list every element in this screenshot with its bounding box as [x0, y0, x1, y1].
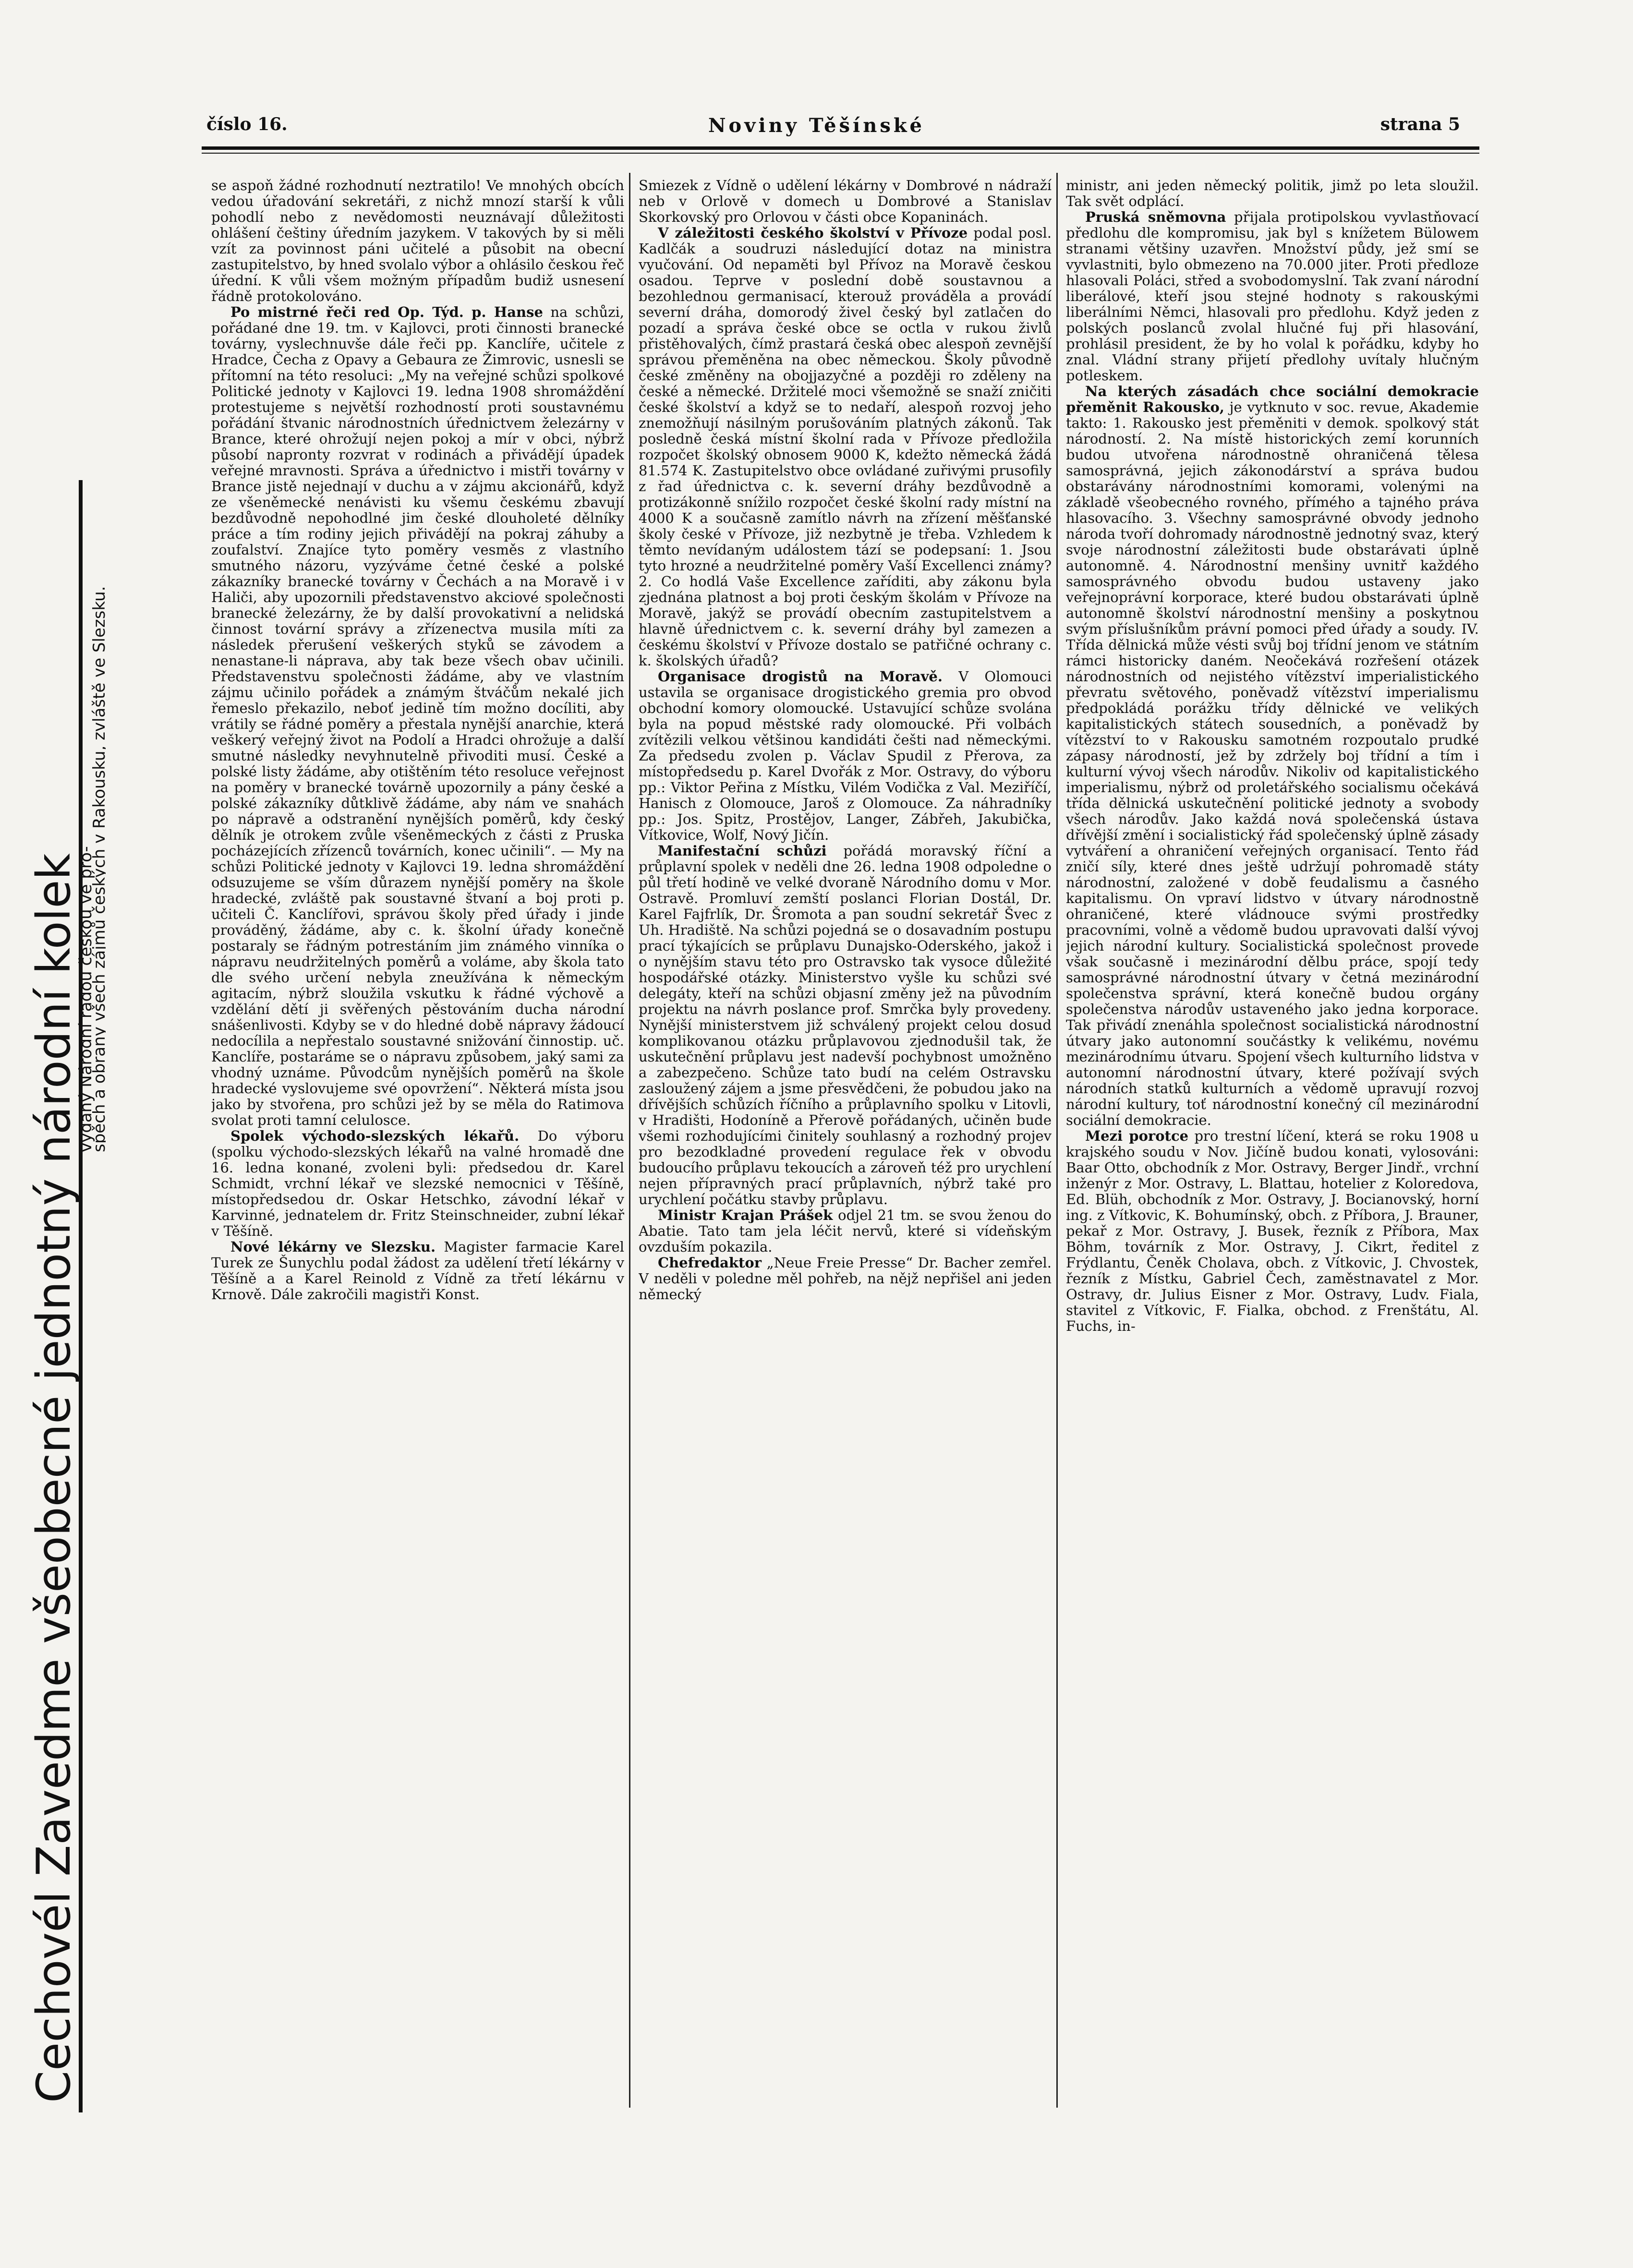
article-text: Smiezek z Vídně o udělení lékárny v Dombrové n nádraží neb v Orlově v domech u Dombrové a Stanislav Skorkovský pro Orlovou v části obce Kopaninách.: [639, 178, 1052, 225]
article-heading: Mezi porotce: [1085, 1128, 1189, 1144]
article-paragraph: [211, 1128, 624, 1239]
article-text: pořádá moravský říční a průplavní spolek v neděli dne 26. ledna 1908 odpoledne o půl třetí hodině ve velké dvoraně Národního domu v Mor. Ostravě. Promluví zemští poslanci Florian Dostál, Dr. Karel Fajfrlík, Dr. Šromota a pan soudní sekretář Švec z Uh. Hradiště. Na schůzi pojedná se o dosavadním postupu prací týkajících se průplavu Dunajsko-Oderského, jakož i o nynějším stavu této pro Ostravsko tak vysoce důležité hospodářské otázky. Ministerstvo vyšle ku schůzi své delegáty, kteří na schůzi objasní změny jež na původním projektu na návrh poslance prof. Smrčka byly provedeny. Nynější ministerstvem již schválený projekt celou dosud komplikovanou otázku průplavovou zjednodušil tak, že uskutečnění průplavu jest nadevší pochybnost umožněno a zabezpečeno. Schůze tato budí na celém Ostravsku zasloužený zájem a jsme přesvědčeni, že pobudou jako na dřívějších schůzích říčního a průplavního spolku v Litovli, v Hradišti, Hodoníně a Přerově pořádaných, učiněn bude všemi rozhodujícími činitely souhlasný a rozhodný projev pro bezodkladné provedení regulace řek v obvodu budoucího průplavu tekoucích a zároveň též pro urychlení nejen přípravných prací průplavních, nýbrž také pro urychlení počátku stavby průplavu.: [639, 843, 1052, 1207]
article-text: Do výboru (spolku východo-slezských lékařů na valné hromadě dne 16. ledna konané, zvoleni byli: předsedou dr. Karel Schmidt, vrchní lékař ve slezské nemocnici v Těšíně, místopředsedou dr. Oskar Hetschko, závodní lékař v Karvinné, jednatelem dr. Fritz Steinschneider, zubní lékař v Těšíně.: [211, 1128, 624, 1239]
vertical-stamp: [24, 480, 106, 2112]
article-heading: Po mistrné řeči red Op. Týd. p. Hanse: [230, 304, 543, 320]
article-heading: Manifestační schůzi: [658, 843, 827, 859]
article-text: V Olomouci ustavila se organisace drogistického gremia pro obvod obchodní komory olomoucké. Ustavující schůze svolána byla na popud městské rady olomoucké. Při volbách zvítězili velkou většinou kandidáti češti nad německými. Za předsedu zvolen p. Václav Spudil z Přerova, za místopředsedu p. Karel Dvořák z Mor. Ostravy, do výboru pp.: Viktor Peřina z Místku, Vilém Vodička z Val. Meziříčí, Hanisch z Olomouce, Jaroš z Olomouce. Za náhradníky pp.: Jos. Spitz, Prostějov, Langer, Zábřeh, Jakubička, Vítkovice, Wolf, Nový Jičín.: [639, 668, 1052, 843]
stamp-main-text: Cechovél Zavedme všeobecné jednotný národní kolek: [27, 853, 81, 2103]
article-paragraph: [211, 178, 624, 304]
newspaper-title: Noviny Těšínské: [708, 114, 925, 137]
article-paragraph: [639, 178, 1052, 225]
article-heading: Ministr Krajan Prášek: [658, 1207, 833, 1223]
stamp-side-text-2: spěch obrany všech zájmů českých Rakousku, zvláště ve Slezsku.: [90, 586, 106, 1152]
article-heading: Nové lékárny ve Slezsku.: [230, 1239, 436, 1255]
article-paragraph: [211, 304, 624, 1128]
article-text: Magister farmacie Karel Turek ze Šunychlu podal žádost za udělení třetí lékárny v Těšíně a a Karel Reinold z Vídně za třetí lékárnu v Krnově. Dále zakročili magistři Konst.: [211, 1239, 624, 1303]
issue-number: číslo 16.: [206, 114, 288, 134]
page-number: strana 5: [1380, 114, 1460, 134]
article-paragraph: [1066, 178, 1479, 209]
article-text: ministr, ani jeden německý politik, jimž po leta sloužil. Tak svět odplácí.: [1066, 178, 1479, 209]
article-heading: Chefredaktor: [658, 1255, 762, 1271]
article-paragraph: [1066, 209, 1479, 384]
column-2: [639, 178, 1052, 2093]
article-columns: [202, 158, 1498, 2103]
article-text: na schůzi, pořádané dne 19. tm. v Kajlovci, proti činnosti branecké továrny, vyslechnuvše dále řeči pp. Kanclíře, učitele z Hradce, Čecha z Opavy a Gebaura ze Žimrovic, usnesli se přítomní na této resoluci: „My na veřejné schůzi spolkové Politické jednoty v Kajlovci 19. ledna 1908 shromáždění protestujeme s největší rozhodností proti soustavnému pořádání štvanic národnostních úřednictvem železárny v Brance, které ohrožují nejen pokoj a mír v obci, nýbrž působí napronty rozvrat v rodinách a přivádějí úpadek veřejné mravnosti. Správa a úřednictvo i mistři továrny v Brance jistě nejednají v duchu a v zájmu akcionářů, když ze všeněmecké nenávisti ku všemu českému zbavují bezdůvodně nepohodlné jim české dlouholeté dělníky práce a tím rodiny jejich přivádějí na pokraj záhuby a zoufalství. Znajíce tyto poměry vesměs z vlastního smutného názoru, vyzýváme četné české a polské zákazníky branecké továrny v Čechách a na Moravě i v Haliči, aby upozornili představenstvo akciové společnosti branecké železárny, že by další provokativní a nelidská činnost tovární správy a zřízenectva musila míti za následek přerušení veškerých styků se závodem a nenastane-li náprava, aby tak beze všech obav učinili. Představenstvu společnosti žádáme, aby ve vlastním zájmu učinilo pořádek a známým štváčům nekalé jich řemeslo překazilo, neboť jedině tím možno docíliti, aby vrátily se řádné poměry a přestala nynější anarchie, která veškerý veřejný život na Podolí a Hradci ohrožuje a další smutné následky nevyhnutelně přivoditi musí. České a polské listy žádáme, aby otištěním této resoluce veřejnost na poměry v branecké továrně upozornily a pány české a polské zákazníky důtklivě žádáme, aby nám ve snahách po nápravě a odstranění nynějších poměrů, kdy český dělník je otrokem zvůle všeněmeckých z části z Pruska pocházejících zřízenců továrních, konec učinili“. — My na schůzi Politické jednoty v Kajlovci 19. ledna shromáždění odsuzujeme se vším důrazem nynější poměry na škole hradecké, zvláště pak soustavné štvaní a boj proti p. učiteli Č. Kanclířovi, správou školy před úřady i jinde prováděný, žádáme, aby c. k. školní úřady konečně postaraly se řádným potrestáním jim známého vinníka o nápravu neudržitelných poměrů a voláme, aby škola tato dle svého určení nebyla zneužívána k německým agitacím, nýbrž sloužila vskutku k řádné výchově a vzdělání dětí ji svěřených pěstováním ducha národní snášenlivosti. Kdyby se v do hledné době nápravy žádoucí nedocílila a nepřestalo soustavné snižování činnostip. uč. Kanclíře, postaráme se o nápravu způsobem, jaký sami za vhodný uznáme. Původcům nynějších poměrů na škole hradecké vyslovujeme své opovržení“. Některá místa jsou jako by stvořena, pro schůzi jež by se měla do Ratimova svolat proti tamní celulosce.: [211, 304, 624, 1128]
column-1: [211, 178, 624, 2093]
article-heading: Organisace drogistů na Moravě.: [658, 668, 943, 685]
article-text: se aspoň žádné rozhodnutí neztratilo! Ve mnohých obcích vedou úřadování sekretáři, z nichž mnozí starší k vůli pohodlí nebo z nevědomosti neuznávají důležitosti ohlášení češtiny úředním jazykem. V takových by si měli vzít za povinnost páni učitelé a působit na obecní zastupitelstvo, by hned svolalo výbor a ohlásilo českou řeč úřední. K vůli všem možným případům budiž usnesení řádně protokolováno.: [211, 178, 624, 304]
column-3: [1066, 178, 1479, 2093]
stamp-side-text-1: vydaný Národní radou českou ve pro-: [76, 846, 96, 1152]
article-text: „Neue Freie Presse“ Dr. Bacher zemřel. V neděli v poledne měl pohřeb, na nějž nepřišel ani jeden německý: [639, 1255, 1052, 1303]
header-rule-thick: [202, 146, 1479, 150]
article-heading: V záležitosti českého školství v Přívoze: [658, 225, 968, 241]
article-heading: Na kterých zásadách chce sociální demokracie přeměnit Rakousko,: [1066, 383, 1479, 415]
article-paragraph: [639, 1255, 1052, 1303]
article-paragraph: [639, 1207, 1052, 1255]
header-rule-thin: [202, 153, 1479, 154]
article-text: přijala protipolskou vyvlastňovací předlohu dle kompromisu, jak byl s knížetem Bülowem stranami většiny uzavřen. Množství půdy, jež smí se vyvlastniti, bylo obmezeno na 70.000 jiter. Proti předloze hlasovali Poláci, střed a svobodomyslní. Tak zvaní národní liberálové, kteří jsou stejné hodnoty s rakouskými liberálními Němci, hlasovali pro předlohu. Když jeden z polských poslanců zvolal hlučné fuj při hlasování, prohlásil president, že by ho volal k pořádku, kdyby ho znal. Vládní strany přijetí předlohy uvítaly hlučným potleskem.: [1066, 209, 1479, 384]
article-text: je vytknuto v soc. revue, Akademie takto: 1. Rakousko jest přeměniti v demok. spolkový stát národností. 2. Na místě historických zemí korunních budou utvořena národnostně ohraničená tělesa samosprávná, jejich zákonodárství a správa budou obstarávány národnostními komorami, volenými na základě všeobecného rovného, přímého a tajného práva hlasovacího. 3. Všechny samosprávné obvody jednoho národa tvoří dohromady národnostně jednotný svaz, který svoje národnostní záležitosti bude obstarávati úplně autonomně. 4. Národnostní menšiny uvnitř každého samosprávného obvodu budou ustaveny jako veřejnoprávní korporace, které budou obstarávati úplně autonomně školství národnostní menšiny a poskytnou svým příslušníkům právní pomoci před úřady a soudy. IV. Třída dělnická může vésti svůj boj třídní jenom ve státním rámci historicky daném. Neočekává rozřešení otázek národnostních od nejistého vítězství imperialistického převratu světového, poněvadž vítězství imperialismu předpokládá porážku třídy dělnické ve velikých kapitalistických státech sousedních, a poněvadž by vítězství to v Rakousku samotném rozpoutalo prudké zápasy národností, jež by zdržely boj třídní a tím i kulturní vývoj všech národův. Nikoliv od kapitalistického imperialismu, nýbrž od proletářského socialismu očekává třída dělnická uskutečnění politické jednoty a svobody všech národův. Jako každá nová společenská ústava dřívější změní i socialistický řád společenský úplně zásady vytváření a ohraničení veřejných organisací. Tento řád zničí síly, které dnes ještě udržují pohromadě státy národnostní, založené v době feudalismu a časného kapitalismu. On vpraví lidstvo v útvary národnostně ohraničené, které vládnouce svými prostředky pracovními, volně a vědomě budou upravovati další vývoj jejich národní kultury. Socialistická společnost provede však současně i mezinárodní dělbu práce, spojí tedy samosprávné národnostní útvary v četná mezinárodní společenstva správní, která konečně budou orgány společenstva národův ustaveného jako jedna korporace. Tak přivádí znenáhla společnost socialistická národnostní útvary jako autonomní součástky k velikému, novému mezinárodnímu útvaru. Spojení všech kulturního lidstva v autonomní národnostní útvary, které požívají svých národních statků kulturních a vědomě upravují rozvoj národní kultury, toť národnostní konečný cíl mezinárodní sociální demokracie.: [1066, 399, 1479, 1128]
article-paragraph: [211, 1239, 624, 1303]
article-paragraph: [639, 225, 1052, 669]
article-text: podal posl. Kadlčák a soudruzi následující dotaz na ministra vyučování. Od nepaměti byl Přívoz na Moravě českou osadou. Teprve v poslední době soustavnou a bezohlednou germanisací, kterouž prováděla a provádí severní dráha, domorodý živel český byl zatlačen do pozadí a správa české obce se octla v rukou živlů přistěhovalých, čímž prastará česká obec alespoň zevnější správou přeměněna na obec německou. Školy původně české změněny na obojjazyčné a později ro zděleny na české a německé. Držitelé moci všemožně se snaží zničiti české školství a když se to nedaří, alespoň rozvoj jeho znemožňují násilným porušováním platných zákonů. Tak posledně česká místní školní rada v Přívoze předložila rozpočet školský obnosem 9000 K, kdežto německá žádá 81.574 K. Zastupitelstvo obce ovládané zuřivými prusofily z řad úřednictva c. k. severní dráhy bezdůvodně a protizákonně snížilo rozpočet české školní rady místní na 4000 K a současně zamítlo návrh na zřízení měšťanské školy české v Přívoze, již nezbytně je třeba. Vzhledem k těmto nevídaným událostem tází se podepsaní: 1. Jsou tyto hrozné a neudržitelné poměry Vaší Excellenci známy? 2. Co hodlá Vaše Excellence zaříditi, aby zákonu byla zjednána platnost a boj proti českým školám v Přívoze na Moravě, jakýž se provádí obecním zastupitelstvem a hlavně úřednictvem c. k. severní dráhy byl zamezen a českému školství v Přívoze dostalo se patřičné ochrany c. k. školských úřadů?: [639, 225, 1052, 669]
article-paragraph: [639, 843, 1052, 1207]
column-divider: [629, 173, 630, 2108]
article-heading: Spolek východo-slezských lékařů.: [230, 1128, 520, 1144]
article-paragraph: [1066, 384, 1479, 1128]
article-text: pro trestní líčení, která se roku 1908 u krajského soudu v Nov. Jičíně budou konati, vylosováni: Baar Otto, obchodník z Mor. Ostravy, Berger Jindř., vrchní inženýr z Mor. Ostravy, L. Blattau, hotelier z Koloredova, Ed. Blüh, obchodník z Mor. Ostravy, J. Bocianovský, horní ing. z Vítkovic, K. Bohumínský, obch. z Příbora, J. Brauner, pekař z Mor. Ostravy, J. Busek, řezník z Příbora, Max Böhm, továrník z Mor. Ostravy, J. Cikrt, ředitel z Frýdlantu, Čeněk Cholava, obch. z Vítkovic, J. Chvostek, řezník z Místku, Gabriel Čech, zaměstnavatel z Mor. Ostravy, dr. Julius Eisner z Mor. Ostravy, Ludv. Fiala, stavitel z Vítkovic, F. Fialka, obchod. z Frenštátu, Al. Fuchs, in-: [1066, 1128, 1479, 1334]
article-paragraph: [639, 669, 1052, 843]
article-paragraph: [1066, 1128, 1479, 1334]
article-text: odjel 21 tm. se svou ženou do Abatie. Tato tam jela léčit nervů, které si vídeňským ovzduším pokazila.: [639, 1207, 1052, 1255]
article-heading: Pruská sněmovna: [1085, 209, 1226, 225]
column-divider: [1056, 173, 1058, 2108]
